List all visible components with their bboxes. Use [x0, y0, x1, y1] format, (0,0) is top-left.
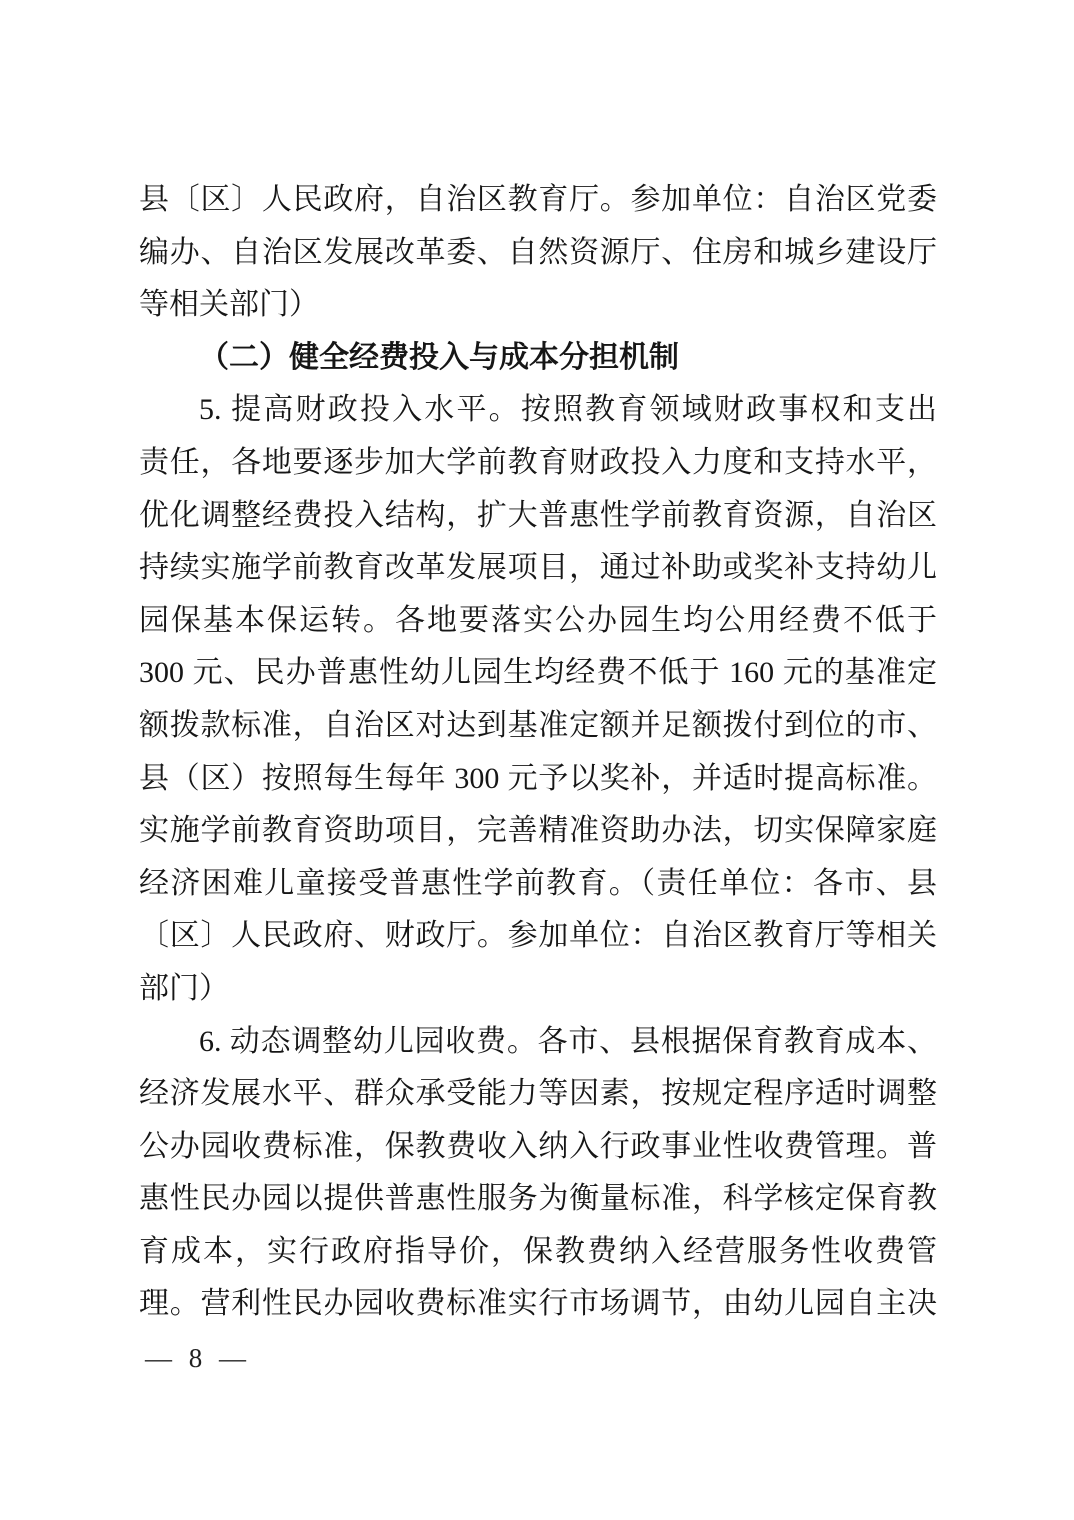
paragraph-start-line: 5. 提高财政投入水平。按照教育领域财政事权和支出 — [199, 393, 937, 427]
text-line: 公办园收费标准，保教费收入纳入行政事业性收费管理。普 — [139, 1129, 937, 1163]
text-line: 经济发展水平、群众承受能力等因素，按规定程序适时调整 — [139, 1077, 937, 1111]
text-line: 300 元、民办普惠性幼儿园生均经费不低于 160 元的基准定 — [139, 656, 937, 690]
text-line: 责任，各地要逐步加大学前教育财政投入力度和支持水平， — [139, 445, 937, 479]
text-line: 〔区〕人民政府、财政厅。参加单位：自治区教育厅等相关 — [139, 919, 937, 953]
text-line: 额拨款标准，自治区对达到基准定额并足额拨付到位的市、 — [139, 708, 937, 742]
text-line: 部门） — [139, 971, 229, 1005]
text-line: 优化调整经费投入结构，扩大普惠性学前教育资源，自治区 — [139, 498, 937, 532]
paragraph-start-line: 6. 动态调整幼儿园收费。各市、县根据保育教育成本、 — [199, 1024, 937, 1058]
text-block — [139, 174, 937, 1331]
text-line: 县（区）按照每生每年 300 元予以奖补，并适时提高标准。 — [139, 761, 937, 795]
section-heading: （二）健全经费投入与成本分担机制 — [199, 340, 679, 374]
text-line: 育成本，实行政府指导价，保教费纳入经营服务性收费管 — [139, 1234, 937, 1268]
page-number: — 8 — — [145, 1343, 251, 1373]
text-line: 县〔区〕人民政府，自治区教育厅。参加单位：自治区党委 — [139, 183, 937, 216]
text-line: 经济困难儿童接受普惠性学前教育。（责任单位：各市、县 — [139, 866, 937, 900]
text-line: 编办、自治区发展改革委、自然资源厅、住房和城乡建设厅 — [139, 235, 937, 269]
text-line: 理。营利性民办园收费标准实行市场调节，由幼儿园自主决 — [139, 1287, 937, 1321]
text-line: 园保基本保运转。各地要落实公办园生均公用经费不低于 — [139, 603, 937, 637]
text-line: 实施学前教育资助项目，完善精准资助办法，切实保障家庭 — [139, 814, 937, 848]
text-line: 持续实施学前教育改革发展项目，通过补助或奖补支持幼儿 — [139, 551, 937, 585]
text-line: 惠性民办园以提供普惠性服务为衡量标准，科学核定保育教 — [139, 1182, 937, 1216]
text-line: 等相关部门） — [139, 288, 319, 322]
